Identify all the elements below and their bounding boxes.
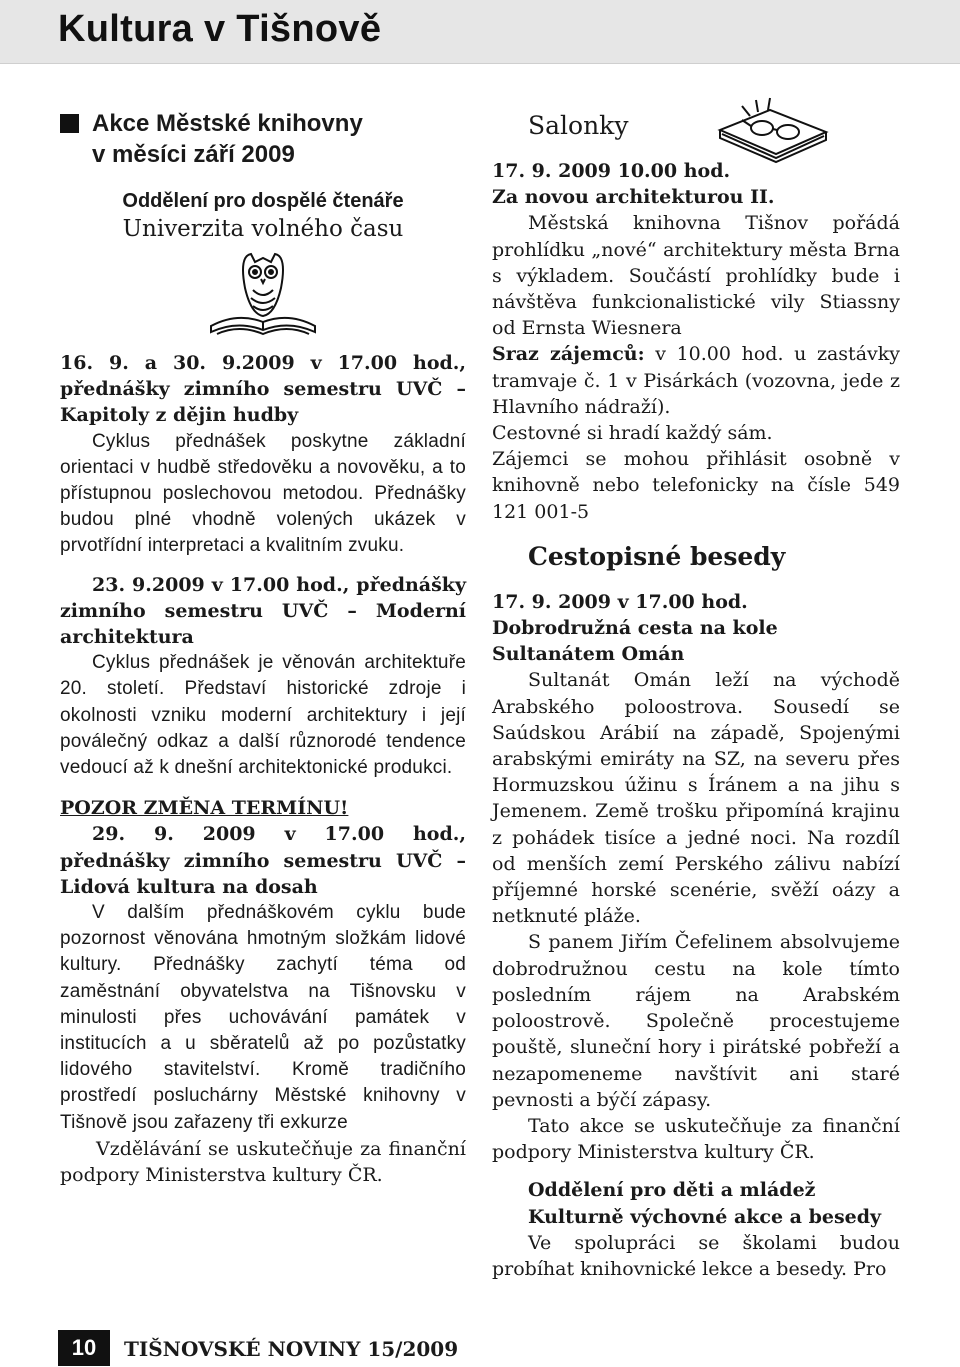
event3-title: 29. 9. 2009 v 17.00 hod., přednášky zimního semestru UVČ – Lidová kultura na dosah	[60, 823, 466, 898]
event1-title: 16. 9. a 30. 9.2009 v 17.00 hod., přednášky zimního semestru UVČ – Kapitoly z dějin hudby	[60, 352, 466, 427]
event2-body: Cyklus přednášek je věnován architektuře 20. století. Představí historické zdroje i okolnosti vzniku moderní architektury i její poválečný odkaz a další různorodé tendence vedoucí až k dnešní architektonické produkci.	[60, 652, 466, 779]
salonky-date: 17. 9. 2009 10.00 hod.	[492, 160, 731, 182]
section-heading	[60, 108, 466, 170]
owl-book-illustration	[60, 248, 466, 344]
kids-subtitle: Kulturně výchovné akce a besedy	[528, 1205, 882, 1228]
meeting-text: v 10.00 hod. u zastávky tramvaje č. 1 v Pisárkách (vozovna, jede z Hlavního nádraží).	[492, 343, 900, 418]
page-title: Kultura v Tišnově	[58, 8, 382, 50]
salonky-body: Městská knihovna Tišnov pořádá prohlídku „nové“ architektury města Brna s výkladem. Součástí prohlídky bude i návštěva funkcionalistické vily Stiassny od Ernsta Wiesnera	[492, 212, 900, 340]
salonky-event-title: Za novou architekturou II.	[492, 186, 775, 209]
book-with-glasses-icon	[712, 96, 832, 164]
salonky-cost: Cestovné si hradí každý sám.	[492, 422, 773, 445]
travel-date: 17. 9. 2009 v 17.00 hod.	[492, 590, 748, 613]
travel-body2: S panem Jiřím Čefelinem absolvujeme dobrodružnou cestu na kole tímto posledním rájem na Arabském poloostrově. Společně procestujeme pouště, sluneční hory i pirátské pobřeží a nezapomeneme navštívit ani staré pevnosti a býčí zápasy.	[492, 931, 900, 1111]
salonky-heading: Salonky	[528, 111, 629, 140]
bullet-square-icon	[60, 114, 79, 133]
salonky-meeting	[492, 341, 900, 420]
section-heading-line1: Akce Městské knihovny	[92, 110, 363, 137]
right-column	[492, 108, 900, 1282]
event2-title: 23. 9.2009 v 17.00 hod., přednášky zimního semestru UVČ – Moderní architektura	[60, 573, 466, 649]
kids-department: Oddělení pro děti a mládež	[528, 1179, 816, 1202]
travel-body1: Sultanát Omán leží na východě Arabského poloostrova. Sousedí se Saúdskou Arábií na západě, Spojenými arabskými emiráty na SZ, na severu přes Hormuzskou úžinu s Íránem a na jihu s Jemenem. Země trošku připomíná krajinu z pohádek tisíce a jedné noci. Na rozdíl od menších zemí Perského zálivu nabízí příjemné horské scenérie, svěží oázy a netknuté pláže.	[492, 669, 900, 928]
travel-event-title: Dobrodružná cesta na kole Sultanátem Omán	[492, 617, 778, 666]
header-bar	[0, 0, 960, 64]
salonky-signup: Zájemci se mohou přihlásit osobně v knihovně nebo telefonicky na čísle 549 121 001-5	[492, 448, 900, 523]
schedule-change-warning: POZOR ZMĚNA TERMÍNU!	[60, 797, 349, 820]
funding-note: Vzdělávání se uskutečňuje za finanční podpory Ministerstva kultury ČR.	[60, 1137, 466, 1187]
owl-on-book-icon	[203, 248, 323, 344]
travel-heading: Cestopisné besedy	[528, 541, 786, 571]
event3-body: V dalším přednáškovém cyklu bude pozornost věnována hmotným složkám lidové kultury. Přednášky zachytí téma od zaměstnání obyvatelstva na Tišnovsku v minulosti přes uchovávání památek v institucích a u sběratelů až po pozůstatky lidového stavitelství. Kromě tradičního prostředí posluchárny Městské knihovny v Tišnově jsou zařazeny tři exkurze	[60, 902, 466, 1133]
travel-funding: Tato akce se uskutečňuje za finanční podpory Ministerstva kultury ČR.	[492, 1114, 900, 1164]
kids-body: Ve spolupráci se školami budou probíhat knihovnické lekce a besedy. Pro	[492, 1231, 900, 1280]
page-number: 10	[58, 1330, 110, 1366]
section-heading-line2: v měsíci září 2009	[92, 141, 295, 168]
salonky-header	[492, 108, 900, 158]
meeting-label: Sraz zájemců:	[492, 343, 645, 366]
department-subtitle: Univerzita volného času	[122, 216, 404, 242]
newspaper-issue: TIŠNOVSKÉ NOVINY 15/2009	[124, 1337, 459, 1361]
department-heading	[60, 188, 466, 244]
department-name: Oddělení pro dospělé čtenáře	[122, 190, 404, 212]
left-column	[60, 108, 466, 1188]
event1-body: Cyklus přednášek poskytne základní orientaci v hudbě středověku a novověku, a to přístupnou poslechovou metodou. Přednášky budou plné vhodně volených ukázek v prvotřídní interpretaci a kvalitním zvuku.	[60, 430, 466, 557]
